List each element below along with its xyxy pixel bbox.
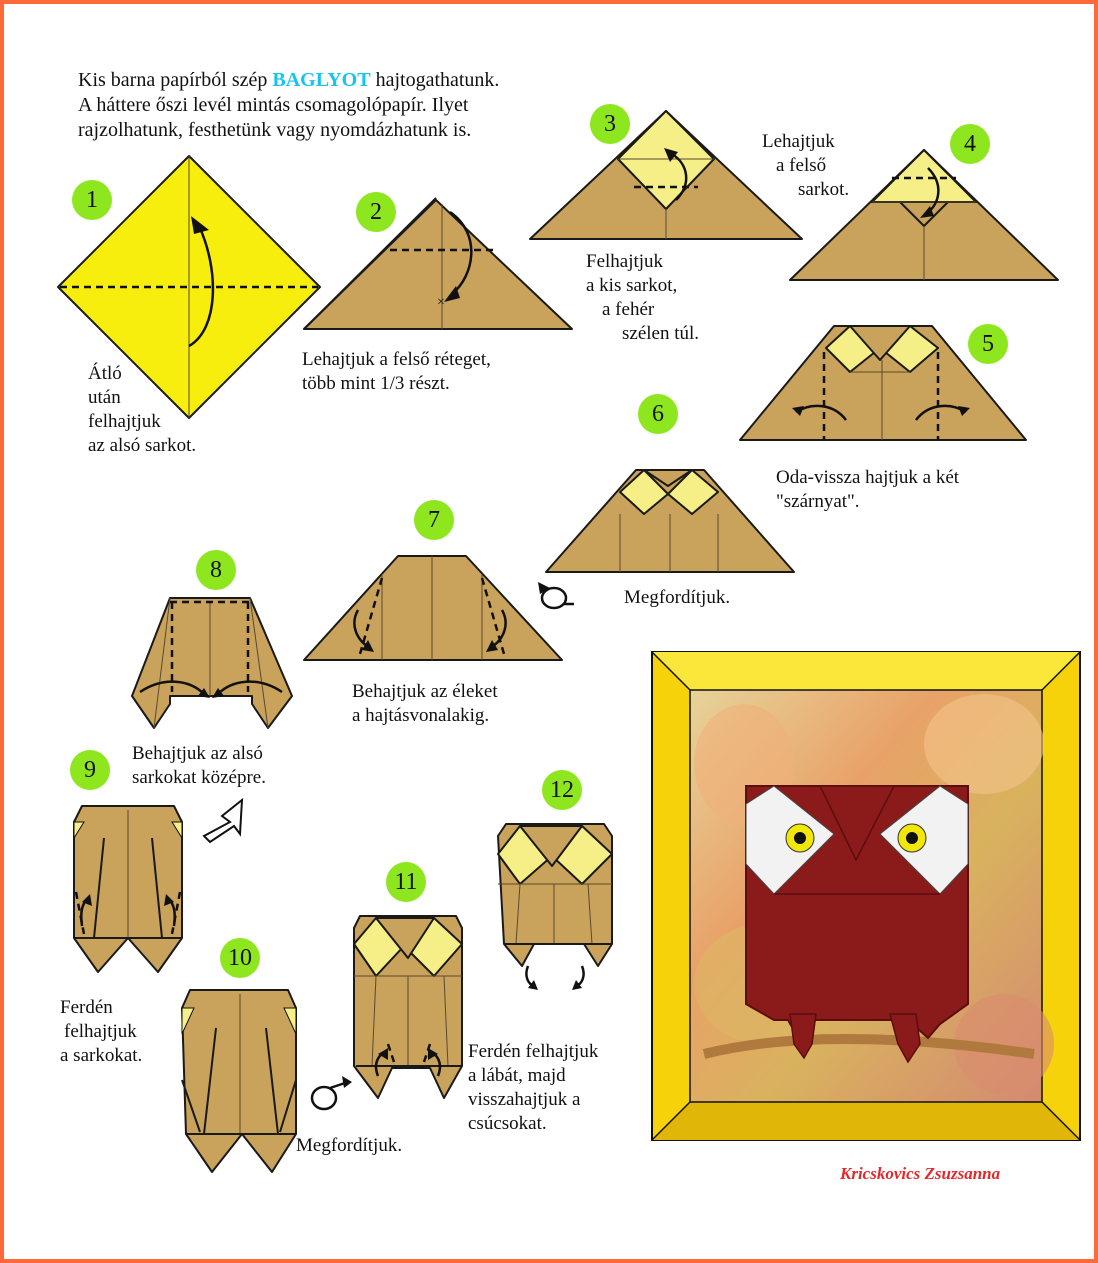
step-11-text — [468, 1040, 598, 1136]
step-1-line: az alsó sarkot. — [88, 435, 197, 456]
intro-text — [78, 68, 638, 143]
step-8-line: Behajtjuk az alsó — [132, 743, 263, 764]
step-1-line: után — [88, 387, 121, 408]
step-4-text — [762, 130, 849, 202]
step-8-badge: 8 — [196, 550, 236, 590]
step-6-text: Megfordítjuk. — [624, 587, 731, 608]
step-3-line: a fehér — [602, 299, 655, 320]
step-8-line: sarkokat középre. — [132, 767, 266, 788]
intro-line3: rajzolhatunk, festhetünk vagy nyomdázhatunk is. — [78, 119, 472, 141]
step-11-line: a lábát, majd — [468, 1065, 566, 1086]
step-3-line: Felhajtjuk — [586, 251, 664, 272]
step-6-badge: 6 — [638, 394, 678, 434]
step-11-badge: 11 — [386, 862, 426, 902]
author-signature: Kricskovics Zsuzsanna — [840, 1164, 1001, 1183]
step-11-line: visszahajtjuk a — [468, 1089, 581, 1110]
svg-text:×: × — [437, 295, 445, 310]
step-4-line: a felső — [776, 155, 827, 176]
step-3-text — [586, 250, 699, 346]
step-1-line: felhajtjuk — [88, 411, 161, 432]
turn-over-icon — [538, 582, 574, 608]
intro-line1-end: hajtogathatunk. — [370, 69, 500, 91]
intro-line1-start: Kis barna papírból szép — [78, 69, 273, 91]
step-9-badge: 9 — [70, 750, 110, 790]
step-1-text — [88, 362, 196, 458]
framed-owl-picture — [4, 4, 5, 5]
step-9-line: felhajtjuk — [64, 1021, 137, 1042]
step-5-badge: 5 — [968, 324, 1008, 364]
step-9-line: a sarkokat. — [60, 1045, 143, 1066]
step-5-text — [776, 466, 959, 514]
step-9-line: Ferdén — [60, 997, 113, 1018]
step-11-line: csúcsokat. — [468, 1113, 547, 1134]
step-2-line: Lehajtjuk a felső réteget, — [302, 349, 491, 370]
step-2-text — [302, 348, 491, 396]
step-9-text — [60, 996, 142, 1068]
step-2-badge: 2 — [356, 192, 396, 232]
step-7-line: Behajtjuk az éleket — [352, 681, 498, 702]
step-5-line: Oda-vissza hajtjuk a két — [776, 467, 960, 488]
step-12-badge: 12 — [542, 770, 582, 810]
step-10-text: Megfordítjuk. — [296, 1135, 403, 1156]
step-3-line: a kis sarkot, — [586, 275, 678, 296]
owl-figure — [746, 786, 968, 1062]
step-7-line: a hajtásvonalakig. — [352, 705, 490, 726]
step-3-badge: 3 — [590, 104, 630, 144]
step-4-badge: 4 — [950, 124, 990, 164]
step-4-line: Lehajtjuk — [762, 131, 835, 152]
step-3-line: szélen túl. — [622, 323, 700, 344]
step-2-line: több mint 1/3 részt. — [302, 373, 450, 394]
step-4-line: sarkot. — [798, 179, 850, 200]
step-10-badge: 10 — [220, 938, 260, 978]
step-8-text — [132, 742, 266, 790]
step-7-text — [352, 680, 498, 728]
step-1-badge: 1 — [72, 180, 112, 220]
intro-line2: A háttere őszi levél mintás csomagolópapír. Ilyet — [78, 94, 469, 116]
step-5-line: "szárnyat". — [776, 491, 860, 512]
step-7-badge: 7 — [414, 500, 454, 540]
intro-owl-word: BAGLYOT — [272, 69, 371, 91]
step-11-line: Ferdén felhajtjuk — [468, 1041, 599, 1062]
step-1-line: Átló — [88, 363, 122, 384]
